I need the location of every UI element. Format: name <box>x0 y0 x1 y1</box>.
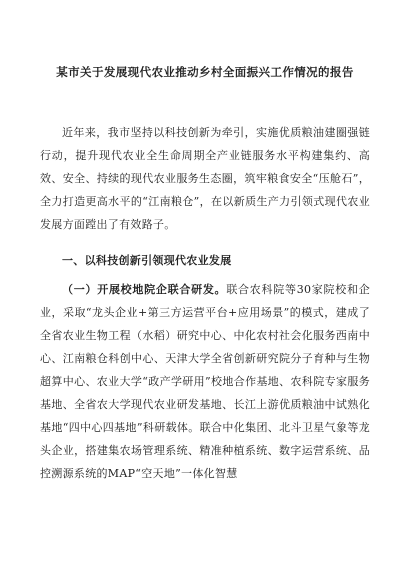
subsection-paragraph <box>40 278 370 485</box>
document-title: 某市关于发展现代农业推动乡村全面振兴工作情况的报告 <box>56 65 354 79</box>
subsection-lead: （一）开展校地院企联合研发。 <box>62 283 227 296</box>
intro-paragraph: 近年来，我市坚持以科技创新为牵引，实施优质粮油建圈强链行动，提升现代农业全生命周期全产业链服务水平构建集约、高效、安全、持续的现代农业服务生态圈，筑牢粮食安全“压舱石”，全力打造更高水平的“江南粮仓”，在以新质生产力引领式现代农业发展方面蹚出了有效路子。 <box>40 126 370 231</box>
subsection-body: 联合农科院等30家院校和企业，采取“龙头企业+第三方运营平台+应用场景”的模式，建成了全省农业生物工程（水稻）研究中心、中化农村社会化服务西南中心、江南粮仓科创中心、天津大学全省创新研究院分子育种与生物超算中心、农业大学“政产学研用”校地合作基地、农科院专家服务基地、全省农大学现代农业研发基地、长江上游优质粮油中试熟化基地“四中心四基地”科研载体。联合中化集团、北斗卫星气象等龙头企业，搭建集农场管理系统、精准种植系统、数字运营系统、品控溯源系统的MAP“空天地”一体化智慧 <box>40 283 371 480</box>
section-heading: 一、以科技创新引领现代农业发展 <box>62 254 232 267</box>
